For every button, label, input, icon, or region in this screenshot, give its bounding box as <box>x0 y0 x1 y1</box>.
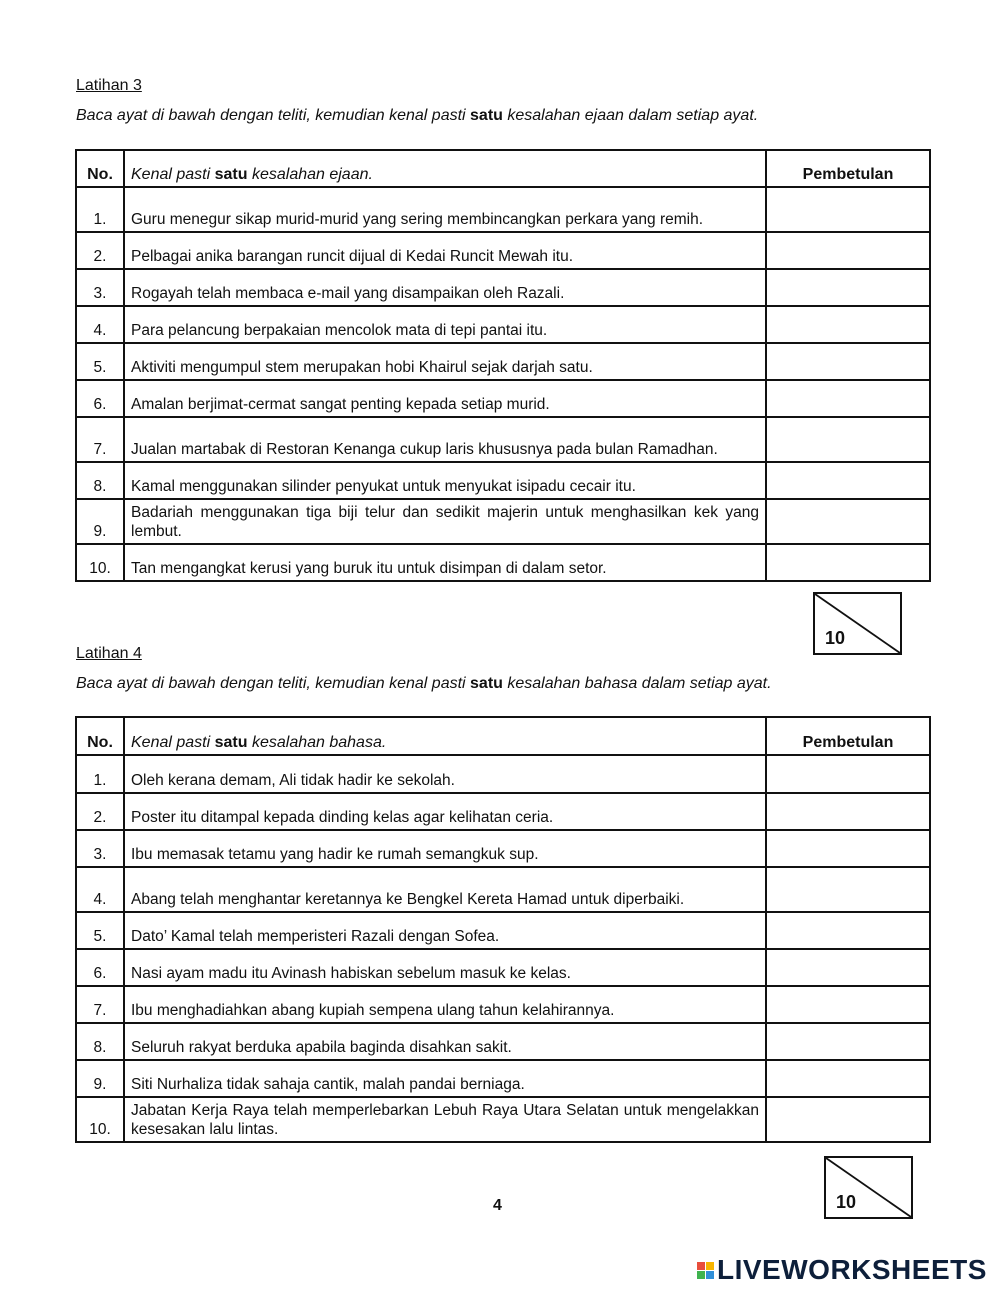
score-box-latihan4 <box>824 1156 913 1219</box>
latihan4-table <box>75 716 931 1143</box>
row-number: 7. <box>76 417 124 462</box>
correction-cell <box>766 232 930 269</box>
correction-cell <box>766 462 930 499</box>
header-correction: Pembetulan <box>766 717 930 755</box>
correction-input[interactable] <box>767 211 929 231</box>
table-row <box>76 1023 930 1060</box>
correction-cell <box>766 343 930 380</box>
table-row <box>76 187 930 232</box>
latihan4-instruction: Baca ayat di bawah dengan teliti, kemudian kenal pasti satu kesalahan bahasa dalam setiap ayat. <box>76 675 772 692</box>
sentence-text: Poster itu ditampal kepada dinding kelas agar kelihatan ceria. <box>124 793 766 830</box>
correction-input[interactable] <box>767 359 929 379</box>
row-number: 6. <box>76 380 124 417</box>
sentence-text: Guru menegur sikap murid-murid yang sering membincangkan perkara yang remih. <box>124 187 766 232</box>
table-row <box>76 417 930 462</box>
table-row <box>76 462 930 499</box>
sentence-text: Kamal menggunakan silinder penyukat untuk menyukat isipadu cecair itu. <box>124 462 766 499</box>
row-number: 4. <box>76 867 124 912</box>
header-no: No. <box>76 717 124 755</box>
score-total: 10 <box>836 1192 857 1212</box>
sentence-text: Rogayah telah membaca e-mail yang disampaikan oleh Razali. <box>124 269 766 306</box>
latihan3-title: Latihan 3 <box>76 77 142 94</box>
logo-squares-icon <box>697 1262 714 1279</box>
row-number: 3. <box>76 269 124 306</box>
sentence-text: Abang telah menghantar keretannya ke Bengkel Kereta Hamad untuk diperbaiki. <box>124 867 766 912</box>
sentence-text: Seluruh rakyat berduka apabila baginda disahkan sakit. <box>124 1023 766 1060</box>
sentence-text: Tan mengangkat kerusi yang buruk itu untuk disimpan di dalam setor. <box>124 544 766 581</box>
score-total: 10 <box>825 628 846 648</box>
correction-cell <box>766 755 930 793</box>
sentence-text: Amalan berjimat-cermat sangat penting kepada setiap murid. <box>124 380 766 417</box>
row-number: 7. <box>76 986 124 1023</box>
page-number: 4 <box>493 1197 502 1214</box>
row-number: 8. <box>76 462 124 499</box>
correction-cell <box>766 949 930 986</box>
table-row <box>76 755 930 793</box>
header-task: Kenal pasti satu kesalahan bahasa. <box>124 717 766 755</box>
sentence-text: Jualan martabak di Restoran Kenanga cukup laris khususnya pada bulan Ramadhan. <box>124 417 766 462</box>
correction-input[interactable] <box>767 772 929 792</box>
correction-input[interactable] <box>767 891 929 911</box>
latihan3-instruction: Baca ayat di bawah dengan teliti, kemudian kenal pasti satu kesalahan ejaan dalam setiap ayat. <box>76 107 759 124</box>
correction-cell <box>766 544 930 581</box>
table-row <box>76 1060 930 1097</box>
correction-input[interactable] <box>767 523 929 543</box>
correction-input[interactable] <box>767 928 929 948</box>
correction-cell <box>766 986 930 1023</box>
correction-input[interactable] <box>767 809 929 829</box>
table-row <box>76 830 930 867</box>
sentence-text: Dato’ Kamal telah memperisteri Razali dengan Sofea. <box>124 912 766 949</box>
row-number: 10. <box>76 544 124 581</box>
correction-cell <box>766 306 930 343</box>
sentence-text: Pelbagai anika barangan runcit dijual di Kedai Runcit Mewah itu. <box>124 232 766 269</box>
table-row <box>76 912 930 949</box>
row-number: 5. <box>76 343 124 380</box>
correction-cell <box>766 1023 930 1060</box>
row-number: 10. <box>76 1097 124 1142</box>
correction-input[interactable] <box>767 1121 929 1141</box>
correction-input[interactable] <box>767 441 929 461</box>
header-correction: Pembetulan <box>766 150 930 187</box>
correction-cell <box>766 912 930 949</box>
table-header-row <box>76 150 930 187</box>
table-row <box>76 544 930 581</box>
table-row <box>76 793 930 830</box>
sentence-text: Badariah menggunakan tiga biji telur dan sedikit majerin untuk menghasilkan kek yang lembut. <box>124 499 766 544</box>
correction-cell <box>766 417 930 462</box>
row-number: 2. <box>76 232 124 269</box>
table-row <box>76 232 930 269</box>
correction-input[interactable] <box>767 248 929 268</box>
correction-input[interactable] <box>767 560 929 580</box>
row-number: 4. <box>76 306 124 343</box>
row-number: 2. <box>76 793 124 830</box>
sentence-text: Aktiviti mengumpul stem merupakan hobi Khairul sejak darjah satu. <box>124 343 766 380</box>
sentence-text: Oleh kerana demam, Ali tidak hadir ke sekolah. <box>124 755 766 793</box>
correction-input[interactable] <box>767 1039 929 1059</box>
correction-input[interactable] <box>767 1076 929 1096</box>
row-number: 9. <box>76 1060 124 1097</box>
row-number: 8. <box>76 1023 124 1060</box>
sentence-text: Para pelancung berpakaian mencolok mata di tepi pantai itu. <box>124 306 766 343</box>
row-number: 6. <box>76 949 124 986</box>
table-row <box>76 306 930 343</box>
liveworksheets-logo <box>697 1254 987 1286</box>
correction-input[interactable] <box>767 322 929 342</box>
correction-input[interactable] <box>767 1002 929 1022</box>
table-row <box>76 986 930 1023</box>
sentence-text: Nasi ayam madu itu Avinash habiskan sebelum masuk ke kelas. <box>124 949 766 986</box>
header-task: Kenal pasti satu kesalahan ejaan. <box>124 150 766 187</box>
correction-input[interactable] <box>767 965 929 985</box>
correction-cell <box>766 830 930 867</box>
score-box-latihan3 <box>813 592 902 655</box>
table-row <box>76 949 930 986</box>
correction-cell <box>766 269 930 306</box>
sentence-text: Jabatan Kerja Raya telah memperlebarkan Lebuh Raya Utara Selatan untuk mengelakkan kesesakan lalu lintas. <box>124 1097 766 1142</box>
correction-input[interactable] <box>767 478 929 498</box>
correction-cell <box>766 1097 930 1142</box>
row-number: 9. <box>76 499 124 544</box>
correction-cell <box>766 1060 930 1097</box>
correction-input[interactable] <box>767 285 929 305</box>
correction-input[interactable] <box>767 846 929 866</box>
table-row <box>76 1097 930 1142</box>
row-number: 1. <box>76 187 124 232</box>
sentence-text: Ibu memasak tetamu yang hadir ke rumah semangkuk sup. <box>124 830 766 867</box>
latihan4-title: Latihan 4 <box>76 645 142 662</box>
correction-cell <box>766 793 930 830</box>
correction-cell <box>766 867 930 912</box>
table-row <box>76 867 930 912</box>
sentence-text: Ibu menghadiahkan abang kupiah sempena ulang tahun kelahirannya. <box>124 986 766 1023</box>
table-row <box>76 343 930 380</box>
logo-wordmark: LIVEWORKSHEETS <box>717 1254 987 1285</box>
table-header-row <box>76 717 930 755</box>
row-number: 1. <box>76 755 124 793</box>
correction-cell <box>766 499 930 544</box>
row-number: 5. <box>76 912 124 949</box>
sentence-text: Siti Nurhaliza tidak sahaja cantik, malah pandai berniaga. <box>124 1060 766 1097</box>
row-number: 3. <box>76 830 124 867</box>
correction-input[interactable] <box>767 396 929 416</box>
correction-cell <box>766 380 930 417</box>
table-row <box>76 269 930 306</box>
correction-cell <box>766 187 930 232</box>
table-row <box>76 380 930 417</box>
table-row <box>76 499 930 544</box>
header-no: No. <box>76 150 124 187</box>
latihan3-table <box>75 149 931 582</box>
